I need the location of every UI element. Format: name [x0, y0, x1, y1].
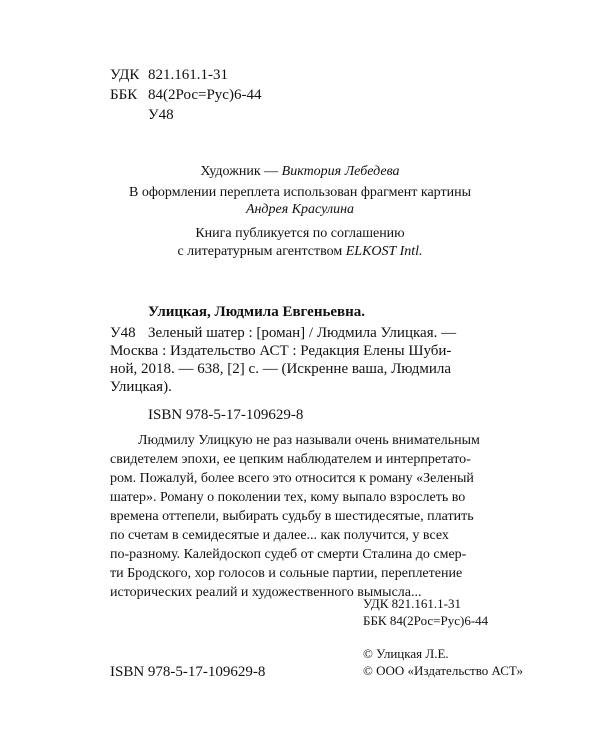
catalog-line: Москва : Издательство АСТ : Редакция Елены Шуби- — [110, 343, 452, 359]
artist-credit — [80, 162, 520, 181]
bbk-code-line — [110, 86, 261, 104]
udk-value: 821.161.1-31 — [148, 67, 228, 83]
annotation-line: свидетелем эпохи, ее цепким наблюдателем и интерпретато- — [110, 452, 471, 467]
agreement-line-2 — [60, 242, 540, 261]
annotation-line: ром. Пожалуй, более всего это относится к роману «Зеленый — [110, 471, 474, 486]
cover-artist — [60, 200, 540, 219]
catalog-line: ной, 2018. — 638, [2] с. — (Искренне ваша, Людмила — [110, 361, 452, 377]
artist-prefix: Художник — — [200, 164, 282, 179]
copyright-publisher: © ООО «Издательство АСТ» — [363, 663, 524, 678]
cover-credit-line: В оформлении переплета использован фрагмент картины — [129, 185, 471, 200]
annotation-line: по счетам в семидесятые и далее... как получится, у всех — [110, 528, 449, 543]
udk-label: УДК — [110, 67, 140, 83]
bbk-label: ББК — [110, 87, 138, 103]
annotation-line: ти Бродского, хор голосов и сольные партии, переплетение — [110, 566, 463, 581]
footer-isbn: ISBN 978-5-17-109629-8 — [110, 664, 266, 680]
artist-name: Виктория Лебедева — [281, 164, 400, 179]
catalog-author-heading: Улицкая, Людмила Евгеньевна. — [148, 304, 366, 320]
annotation-line: шатер». Роману о поколении тех, кому выпало взрослеть во — [110, 490, 466, 505]
catalog-isbn: ISBN 978-5-17-109629-8 — [148, 407, 304, 423]
copyright-author: © Улицкая Л.Е. — [363, 646, 449, 661]
agreement-line-1: Книга публикуется по соглашению — [195, 226, 405, 241]
agency-name: ELKOST Intl. — [345, 244, 423, 259]
annotation-line: Людмилу Улицкую не раз называли очень внимательным — [138, 433, 480, 448]
annotation-line: времена оттепели, выбирать судьбу в шестидесятые, платить — [110, 509, 474, 524]
catalog-sign: У48 — [110, 325, 136, 341]
annotation-line: исторических реалий и художественного вымысла... — [110, 585, 422, 600]
annotation-line: по-разному. Калейдоскоп судеб от смерти Сталина до смер- — [110, 547, 467, 562]
catalog-line: Зеленый шатер : [роман] / Людмила Улицкая. — — [148, 325, 457, 341]
agreement-prefix: с литературным агентством — [177, 244, 346, 259]
author-sign: У48 — [148, 107, 174, 123]
catalog-line: Улицкая). — [110, 379, 172, 395]
footer-bbk: ББК 84(2Рос=Рус)6-44 — [363, 613, 489, 628]
cover-artist-name: Андрея Красулина — [245, 202, 355, 217]
annotation — [110, 431, 515, 602]
udk-code-line — [110, 66, 228, 84]
bbk-value: 84(2Рос=Рус)6-44 — [148, 87, 262, 103]
footer-udk: УДК 821.161.1-31 — [363, 596, 462, 611]
